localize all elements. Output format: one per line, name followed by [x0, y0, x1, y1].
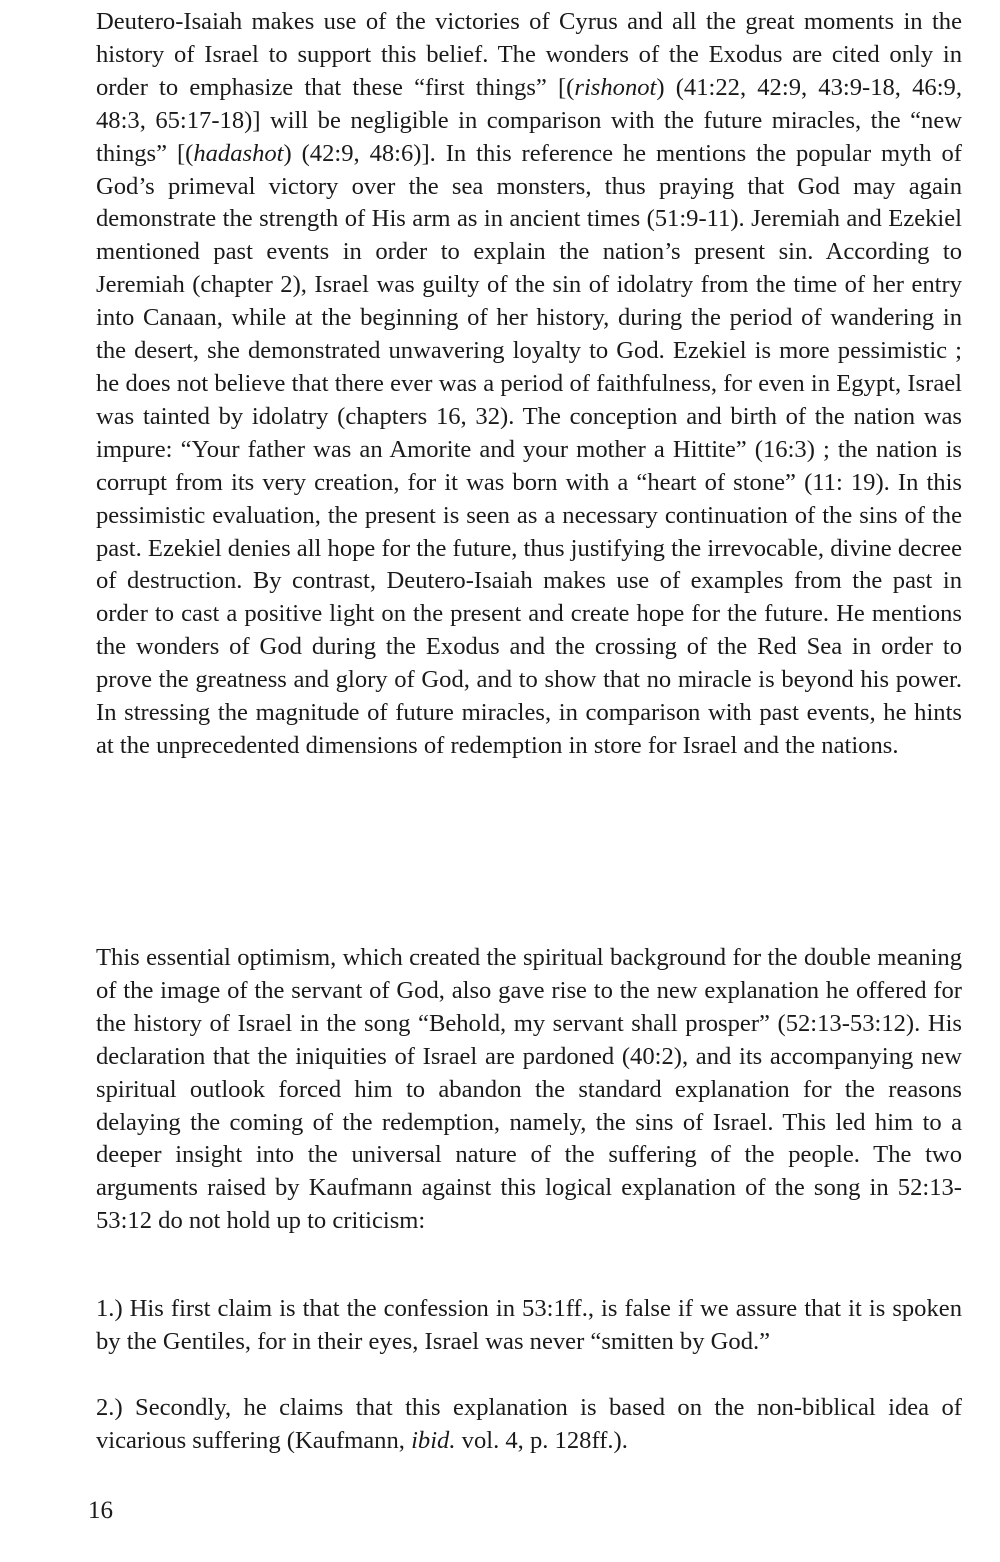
list-item	[96, 1392, 962, 1458]
list-item	[96, 1293, 962, 1359]
italic-term: ibid.	[411, 1426, 456, 1454]
italic-term: hadashot	[193, 139, 284, 167]
page-number: 16	[88, 1497, 113, 1524]
italic-term: rishonot	[574, 73, 657, 101]
list-item-text: 1.) His first claim is that the confession in 53:1ff., is false if we assure that it is spoken by the Gentiles, for in their eyes, Israel was never “smitten by God.”	[96, 1295, 962, 1355]
paragraph-text: Deutero-Isaiah makes use of the victories of Cyrus and all the great moments in the history of Israel to support this belief. The wonders of the Exodus are cited only in order to emphasize that these “first things” [(rishonot) (41:22, 42:9, 43:9-18, 46:9, 48:3, 65:17-18)] will be negligible in comparison with the future miracles, the “new things” [(hadashot) (42:9, 48:6)]. In this reference he mentions the popular myth of God’s primeval victory over the sea monsters, thus praying that God may again demonstrate the strength of His arm as in ancient times (51:9-11). Jeremiah and Ezekiel mentioned past events in order to explain the nation’s present sin. According to Jeremiah (chapter 2), Israel was guilty of the sin of idolatry from the time of her entry into Canaan, while at the beginning of her history, during the period of wandering in the desert, she demonstrated unwavering loyalty to God. Ezekiel is more pessimistic ; he does not believe that there ever was a period of faithfulness, for even in Egypt, Israel was tainted by idolatry (chapters 16, 32). The conception and birth of the nation was impure: “Your father was an Amorite and your mother a Hittite” (16:3) ; the nation is corrupt from its very creation, for it was born with a “heart of stone” (11: 19). In this pessimistic evaluation, the present is seen as a necessary continuation of the sins of the past. Ezekiel denies all hope for the future, thus justifying the irrevocable, divine decree of destruction. By contrast, Deutero-​Isaiah makes use of examples from the past in order to cast a positive light on the present and create hope for the future. He mentions the wonders of God during the Exodus and the crossing of the Red Sea in order to prove the greatness and glory of God, and to show that no miracle is beyond his power. In stressing the magnitude of future miracles, in comparison with past events, he hints at the unprecedented dimensions of redemption in store for Israel and the nations.	[96, 8, 963, 759]
paragraph	[96, 942, 962, 1238]
paragraph	[96, 6, 962, 763]
paragraph-text: This essential optimism, which created the spiritual background for the double meaning of the image of the servant of God, also gave rise to the new explanation he offered for the history of Israel in the song “Behold, my servant shall prosper” (52:13-53:12). His declaration that the iniquities of Israel are pardoned (40:2), and its accompanying new spiritual outlook forced him to abandon the standard explanation for the reasons delaying the coming of the redemption, namely, the sins of Israel. This led him to a deeper insight into the universal nature of the suffering of the people. The two arguments raised by Kaufmann against this logical explanation of the song in 52:13-53:12 do not hold up to criticism:	[96, 944, 962, 1235]
list-item-text: 2.) Secondly, he claims that this explanation is based on the non-biblical idea of vicarious suffering (Kaufmann, ibid. vol. 4, p. 128ff.).	[96, 1394, 962, 1454]
